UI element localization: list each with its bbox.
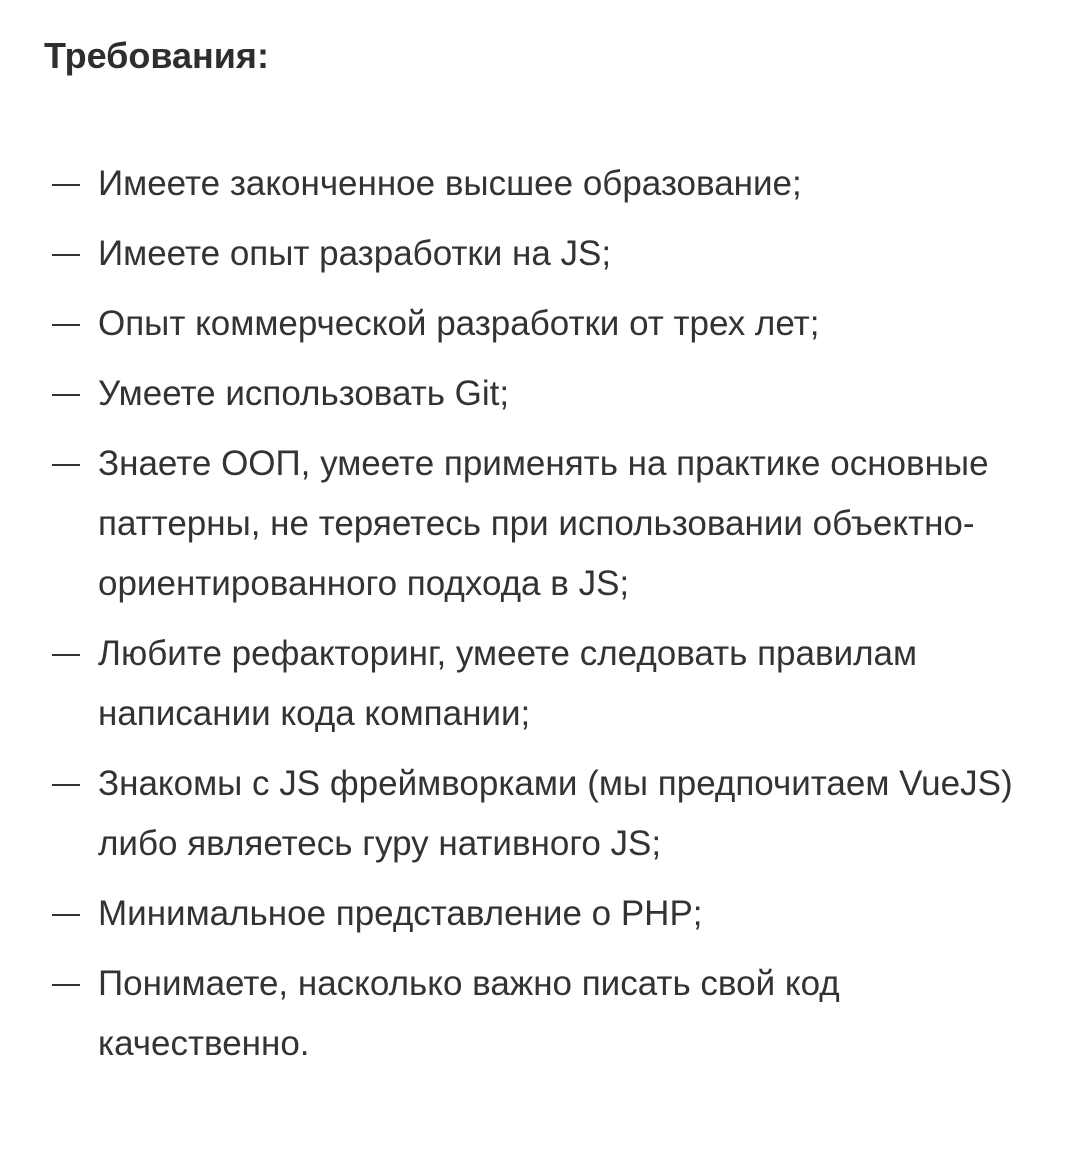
- list-item: [44, 624, 1036, 744]
- dash-bullet-icon: [52, 184, 80, 186]
- list-item: [44, 364, 1036, 424]
- dash-bullet-icon: [52, 914, 80, 916]
- dash-bullet-icon: [52, 784, 80, 786]
- requirement-text: Умеете использовать Git;: [98, 374, 510, 413]
- list-item: [44, 754, 1036, 874]
- list-item: [44, 224, 1036, 284]
- requirements-list: [44, 154, 1036, 1074]
- dash-bullet-icon: [52, 464, 80, 466]
- list-item: [44, 884, 1036, 944]
- requirement-text: Имеете законченное высшее образование;: [98, 164, 802, 203]
- requirement-text: Минимальное представление о PHP;: [98, 894, 703, 933]
- requirement-text: Понимаете, насколько важно писать свой код качественно.: [98, 964, 840, 1063]
- list-item: [44, 434, 1036, 614]
- dash-bullet-icon: [52, 394, 80, 396]
- requirement-text: Знаете ООП, умеете применять на практике основные паттерны, не теряетесь при использовании объектно-ориентированного подхода в JS;: [98, 444, 989, 603]
- dash-bullet-icon: [52, 324, 80, 326]
- list-item: [44, 954, 1036, 1074]
- requirement-text: Знакомы с JS фреймворками (мы предпочитаем VueJS) либо являетесь гуру нативного JS;: [98, 764, 1013, 863]
- list-item: [44, 154, 1036, 214]
- dash-bullet-icon: [52, 654, 80, 656]
- dash-bullet-icon: [52, 984, 80, 986]
- section-heading: Требования:: [44, 35, 269, 76]
- requirement-text: Имеете опыт разработки на JS;: [98, 234, 612, 273]
- dash-bullet-icon: [52, 254, 80, 256]
- requirement-text: Любите рефакторинг, умеете следовать правилам написании кода компании;: [98, 634, 918, 733]
- requirement-text: Опыт коммерческой разработки от трех лет;: [98, 304, 820, 343]
- list-item: [44, 294, 1036, 354]
